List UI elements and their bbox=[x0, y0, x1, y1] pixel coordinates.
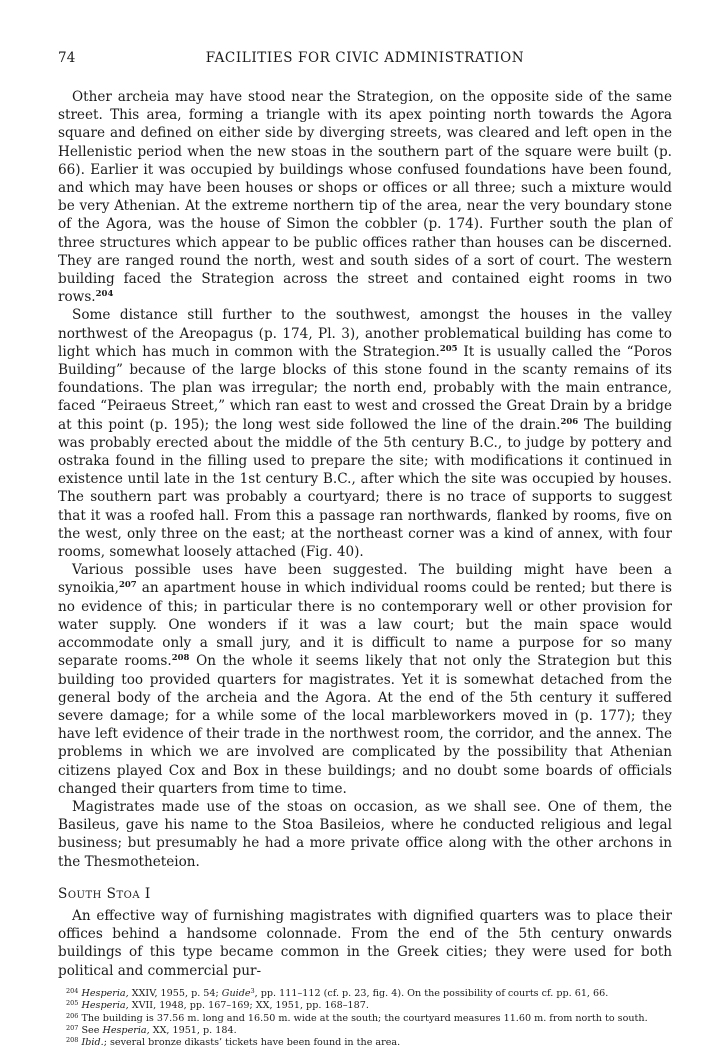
footnote-text-run: XVII, 1948, pp. 167–169; XX, 1951, pp. 168–187. bbox=[128, 1000, 369, 1012]
footnote-text-run: Ibid. bbox=[81, 1037, 104, 1049]
footnote-number: 205 bbox=[66, 999, 79, 1008]
footnote-text-run: Hesperia, bbox=[102, 1024, 150, 1036]
running-head bbox=[58, 50, 672, 74]
footnote-number: 206 bbox=[66, 1011, 79, 1020]
footnote-number: 208 bbox=[66, 1036, 79, 1045]
text-run: An effective way of furnishing magistrates with dignified quarters was to place their offices behind a handsome colonnade. From the end of the 5th century onwards buildings of this type became common in the Greek cities; they were used for both political and commercial pur- bbox=[58, 907, 672, 979]
running-title: FACILITIES FOR CIVIC ADMINISTRATION bbox=[205, 50, 525, 66]
footnote-ref: 204 bbox=[95, 289, 114, 300]
footnote-ref: 208 bbox=[171, 653, 190, 664]
footnote-text-run: The building is 37.56 m. long and 16.50 m. wide at the south; the courtyard measures 11.60 m. from north to south. bbox=[81, 1012, 648, 1024]
footnote bbox=[58, 1000, 672, 1012]
footnote-ref: 207 bbox=[118, 580, 137, 591]
book-page bbox=[58, 50, 672, 1050]
footnote-ref: 205 bbox=[439, 343, 458, 354]
footnote-number: 204 bbox=[66, 986, 79, 995]
footnote-text-run: ; several bronze dikasts’ tickets have been found in the area. bbox=[103, 1037, 401, 1049]
text-run: It is usually called the “Poros Building” because of the large blocks of this stone found in the scanty remains of its foundations. The plan was irregular; the north end, probably with the main entrance, faced “Peiraeus Street,” which ran east to west and crossed the Great Drain by a bridge at this point (p. 195); the long west side followed the line of the drain. bbox=[58, 343, 672, 433]
footnotes bbox=[58, 988, 672, 1050]
text-run: On the whole it seems likely that not only the Strategion but this building too provided quarters for magistrates. Yet it is somewhat detached from the general body of the archeia and the Agora. At the end of the 5th century it suffered severe damage; for a while some of the local marbleworkers moved in (p. 177); they have left evidence of their trade in the northwest room, the corridor, and the annex. The problems in which we are involved are complicated by the possibility that Athenian citizens played Cox and Box in these buildings; and no doubt some boards of officials changed their quarters from time to time. bbox=[58, 653, 672, 797]
page-number: 74 bbox=[58, 50, 76, 66]
section-heading: South Stoa I bbox=[58, 885, 151, 902]
footnote-text-run: Hesperia, bbox=[81, 987, 129, 999]
text-run: Some distance still further to the southwest, amongst the houses in the valley northwest of the Areopagus (p. 174, Pl. 3), another problematical building has come to light which has much in common with the Strategion. bbox=[58, 307, 672, 360]
footnote-text-run: XX, 1951, p. 184. bbox=[149, 1024, 237, 1036]
paragraph bbox=[58, 798, 672, 871]
body-text bbox=[58, 88, 672, 980]
paragraph bbox=[58, 907, 672, 980]
footnote bbox=[58, 1025, 672, 1037]
footnote-text-run: Hesperia, bbox=[81, 1000, 129, 1012]
main-paragraphs bbox=[58, 88, 672, 871]
section-paragraphs bbox=[58, 907, 672, 980]
paragraph bbox=[58, 88, 672, 306]
text-run: The building was probably erected about the middle of the 5th century B.C., to judge by pottery and ostraka found in the filling used to prepare the site; with modifications it continued in existence until late in the 1st century B.C., after which the site was occupied by houses. The southern part was probably a courtyard; there is no trace of supports to suggest that it was a roofed hall. From this a passage ran northwards, flanked by rooms, five on the west, only three on the east; at the northeast corner was a kind of annex, with four rooms, somewhat loosely attached (Fig. 40). bbox=[58, 416, 672, 561]
paragraph bbox=[58, 561, 672, 798]
text-run: an apartment house in which individual rooms could be rented; but there is no evidence of this; in particular there is no contemporary well or other provision for water supply. One wonders if it was a law court; but the main space would accommodate only a small jury, and it is difficult to name a purpose for so many separate rooms. bbox=[58, 580, 672, 670]
paragraph bbox=[58, 306, 672, 561]
text-run: Magistrates made use of the stoas on occasion, as we shall see. One of them, the Basileus, gave his name to the Stoa Basileios, where he conducted religious and legal business; but presumably he had a more private office along with the other archons in the Thesmotheteion. bbox=[58, 798, 672, 870]
footnote bbox=[58, 1013, 672, 1025]
text-run: Various possible uses have been suggested. The building might have been a synoikia, bbox=[58, 562, 672, 597]
footnote bbox=[58, 1037, 672, 1049]
footnote-text-run: XXIV, 1955, p. 54; bbox=[128, 987, 222, 999]
footnote-text-run: , pp. 111–112 (cf. p. 23, fig. 4). On the possibility of courts cf. pp. 61, 66. bbox=[254, 987, 609, 999]
footnote bbox=[58, 988, 672, 1000]
footnote-ref: 206 bbox=[560, 416, 579, 427]
footnote-number: 207 bbox=[66, 1023, 79, 1032]
text-run: Other archeia may have stood near the Strategion, on the opposite side of the same street. This area, forming a triangle with its apex pointing north towards the Agora square and defined on either side by diverging streets, was cleared and left open in the Hellenistic period when the new stoas in the southern part of the square were built (p. 66). Earlier it was occupied by buildings whose confused foundations have been found, and which may have been houses or shops or offices or all three; such a mixture would be very Athenian. At the extreme northern tip of the area, near the very boundary stone of the Agora, was the house of Simon the cobbler (p. 174). Further south the plan of three structures which appear to be public offices rather than houses can be discerned. They are ranged round the north, west and south sides of a sort of court. The western building faced the Strategion across the street and contained eight rooms in two rows. bbox=[58, 89, 672, 306]
footnote-text-run: Guide bbox=[221, 987, 251, 999]
footnote-text-run: 3 bbox=[250, 986, 255, 995]
footnote-text-run: See bbox=[81, 1024, 103, 1036]
